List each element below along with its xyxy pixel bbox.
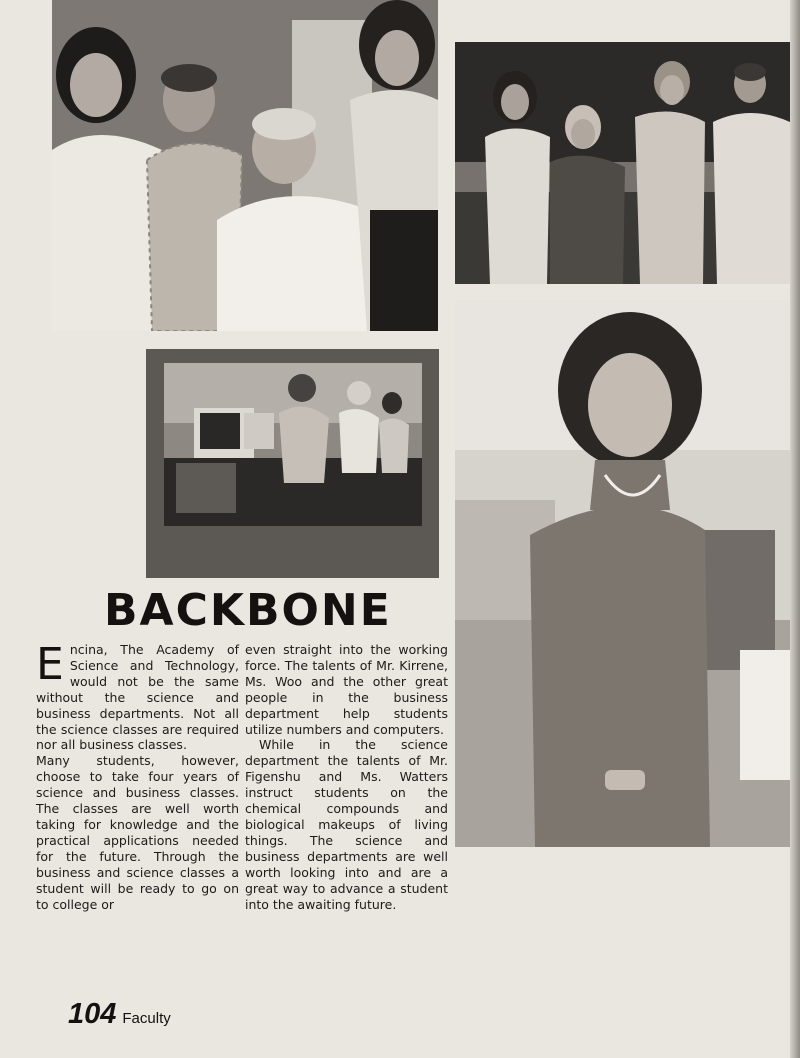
- section-name: Faculty: [122, 1010, 171, 1027]
- article-paragraph-1-text: ncina, The Academy of Science and Technology, would not be the same without the science and business departments. Not all the science classes are required nor all business classes.: [36, 642, 239, 753]
- group-photo-science-faculty: [455, 42, 793, 284]
- drop-cap: E: [36, 639, 64, 690]
- article-paragraph-2-part-1: Many students, however, choose to take four years of science and business classes. The classes are well worth taking for knowledge and the practical applications needed for the future. Through the business and science classes a student will be ready to go on to college or: [36, 753, 239, 912]
- article-paragraph-2-part-2: even straight into the working force. The talents of Mr. Kirrene, Ms. Woo and the other great people in the business department help students utilize numbers and computers.: [245, 642, 448, 737]
- group-photo-four-faculty: [52, 0, 438, 331]
- article-column-left: [36, 639, 239, 912]
- page-number: 104: [68, 998, 117, 1030]
- computer-lab-photo: [164, 363, 422, 526]
- teacher-portrait-photo: [455, 300, 793, 847]
- article-paragraph-3: While in the science department the talents of Mr. Figenshu and Ms. Watters instruct students on the chemical compounds and biological makeups of living things. The science and business departments are well worth looking into and are a great way to advance a student into the awaiting future.: [245, 737, 448, 912]
- binding-edge: [790, 0, 800, 1058]
- article-paragraph-1: [36, 639, 239, 753]
- article-column-right: [245, 642, 448, 912]
- page-folio: [68, 998, 171, 1032]
- article-headline: BACKBONE: [104, 585, 392, 636]
